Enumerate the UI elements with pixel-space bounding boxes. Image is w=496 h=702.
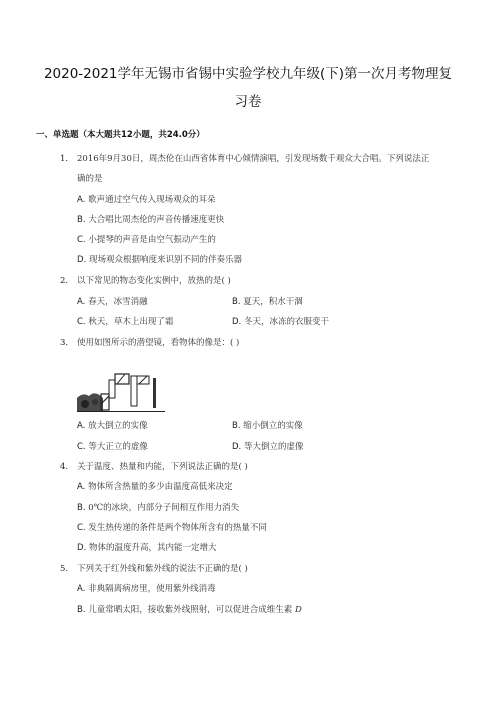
option-text: 物体的温度升高，其内能一定增大 <box>88 543 217 553</box>
option-row <box>77 542 216 554</box>
question-stem: 关于温度、热量和内能，下列说法正确的是( ) <box>77 462 248 472</box>
option-letter: C. <box>77 523 86 533</box>
option-row <box>77 316 173 328</box>
question-stem: 使用如图所示的潜望镜，看物体的像是：( ) <box>77 338 240 348</box>
question-stem: 下列关于红外线和紫外线的说法不正确的是( ) <box>77 564 248 574</box>
option-text: 等大正立的虚像 <box>88 442 148 452</box>
option-row <box>77 194 216 206</box>
question-number: 5. <box>60 564 69 574</box>
option-row <box>232 316 329 328</box>
option-text: 秋天，草木上出现了霜 <box>88 317 174 327</box>
option-text: 歌声通过空气传入现场观众的耳朵 <box>88 195 216 205</box>
question-stem: 2016年9月30日，周杰伦在山西省体育中心倾情演唱，引发现场数千观众大合唱。下列说法正 <box>77 154 430 164</box>
option-letter: B. <box>77 503 86 513</box>
option-letter: D. <box>77 255 87 265</box>
option-row <box>232 420 303 432</box>
option-text: 等大倒立的虚像 <box>243 442 304 452</box>
option-text: 现场观众根据响度来识别不同的伴奏乐器 <box>88 255 242 265</box>
option-letter: A. <box>77 195 86 205</box>
question-number: 1. <box>60 154 69 164</box>
option-row <box>77 441 148 453</box>
doc-title-line1: 2020-2021学年无锡市省锡中实验学校九年级(下)第一次月考物理复 <box>43 66 453 82</box>
option-letter: A. <box>77 584 86 594</box>
option-text: 放大倒立的实像 <box>88 421 148 431</box>
option-letter: B. <box>77 605 86 615</box>
option-letter: B. <box>232 421 241 431</box>
option-letter: C. <box>77 235 86 245</box>
option-text: 儿童常晒太阳，接收紫外线照射，可以促进合成维生素 <box>88 605 293 615</box>
option-text: 非典隔离病房里，使用紫外线消毒 <box>88 584 216 594</box>
option-letter: C. <box>77 442 86 452</box>
option-text: 夏天，积水干涸 <box>243 297 303 307</box>
question-number: 4. <box>60 462 69 472</box>
option-text: 小提琴的声音是由空气振动产生的 <box>88 235 216 245</box>
option-row <box>77 604 302 616</box>
doc-title-line2: 习卷 <box>234 94 262 110</box>
option-row <box>77 583 216 595</box>
option-text-suffix: D <box>294 605 302 615</box>
question-stem: 以下常见的物态变化实例中，放热的是( ) <box>77 276 231 286</box>
option-letter: A. <box>77 297 86 307</box>
option-row <box>77 214 224 226</box>
option-letter: C. <box>77 317 86 327</box>
option-row <box>77 234 216 246</box>
question-stem-cont: 确的是 <box>77 174 103 184</box>
option-text: 物体所含热量的多少由温度高低来决定 <box>88 482 233 492</box>
option-letter: B. <box>232 297 241 307</box>
option-row <box>77 502 239 514</box>
option-letter: D. <box>77 543 87 553</box>
option-text: 缩小倒立的实像 <box>243 421 303 431</box>
option-letter: A. <box>77 482 86 492</box>
option-text: 春天，冰雪消融 <box>88 297 148 307</box>
periscope-figure <box>77 368 165 412</box>
option-text: 冬天，冰冻的衣服变干 <box>243 317 329 327</box>
option-text: 发生热传递的条件是两个物体所含有的热量不同 <box>88 523 267 533</box>
option-text: 大合唱比周杰伦的声音传播速度更快 <box>88 215 225 225</box>
option-letter: A. <box>77 421 86 431</box>
option-letter: D. <box>232 317 242 327</box>
option-row <box>232 441 303 453</box>
question-number: 3. <box>60 338 69 348</box>
option-row <box>77 481 233 493</box>
option-row <box>77 522 267 534</box>
option-row <box>77 254 242 266</box>
option-letter: B. <box>77 215 86 225</box>
option-text: 0℃的冰块，内部分子间相互作用力消失 <box>88 503 240 513</box>
option-row <box>232 296 303 308</box>
option-row <box>77 296 148 308</box>
option-letter: D. <box>232 442 242 452</box>
section-heading: 一、单选题（本大题共12小题，共24.0分） <box>36 130 205 140</box>
option-row <box>77 420 148 432</box>
question-number: 2. <box>60 276 69 286</box>
